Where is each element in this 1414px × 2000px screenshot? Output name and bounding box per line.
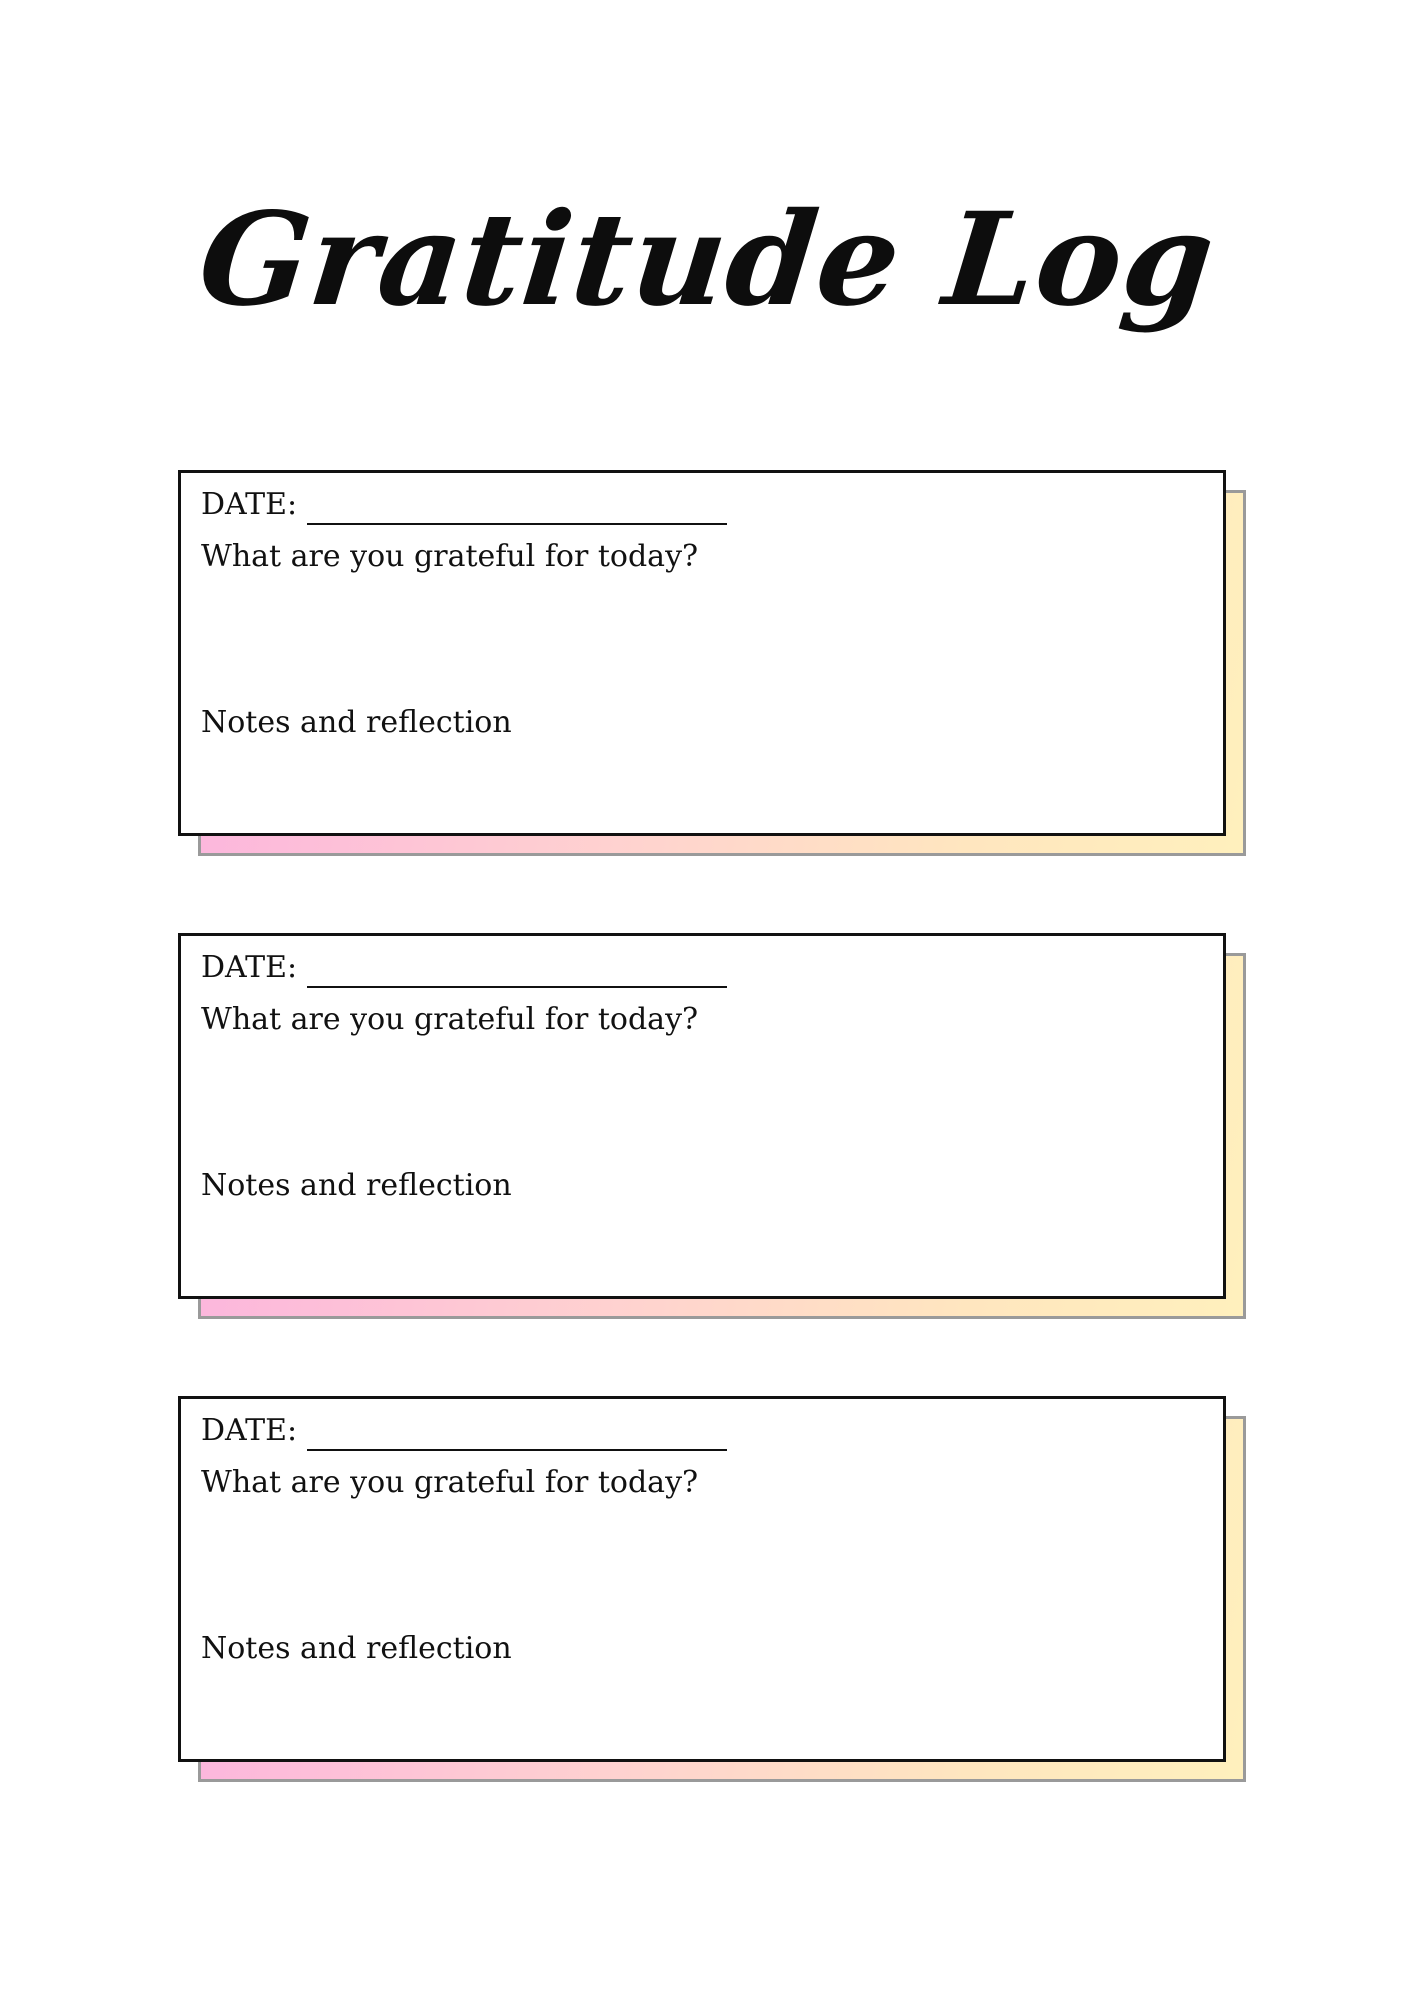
notes-answer-area[interactable] [201, 749, 1205, 825]
date-label: DATE: [201, 1413, 298, 1448]
date-input-line[interactable] [307, 958, 727, 988]
date-row [201, 485, 727, 525]
date-row [201, 948, 727, 988]
card-panel [178, 470, 1226, 836]
gratitude-answer-area[interactable] [201, 1046, 1205, 1156]
gratitude-question: What are you grateful for today? [201, 1465, 699, 1500]
gratitude-question: What are you grateful for today? [201, 1002, 699, 1037]
page-title: Gratitude Log [192, 185, 1222, 335]
date-input-line[interactable] [307, 1421, 727, 1451]
date-input-line[interactable] [307, 495, 727, 525]
date-label: DATE: [201, 487, 298, 522]
gratitude-question: What are you grateful for today? [201, 539, 699, 574]
card-panel [178, 1396, 1226, 1762]
gratitude-answer-area[interactable] [201, 583, 1205, 693]
gratitude-entry-card [178, 470, 1226, 836]
gratitude-entry-card [178, 933, 1226, 1299]
card-panel [178, 933, 1226, 1299]
notes-label: Notes and reflection [201, 705, 512, 740]
gratitude-answer-area[interactable] [201, 1509, 1205, 1619]
gratitude-entry-card [178, 1396, 1226, 1762]
notes-label: Notes and reflection [201, 1631, 512, 1666]
notes-label: Notes and reflection [201, 1168, 512, 1203]
notes-answer-area[interactable] [201, 1675, 1205, 1751]
notes-answer-area[interactable] [201, 1212, 1205, 1288]
date-label: DATE: [201, 950, 298, 985]
date-row [201, 1411, 727, 1451]
